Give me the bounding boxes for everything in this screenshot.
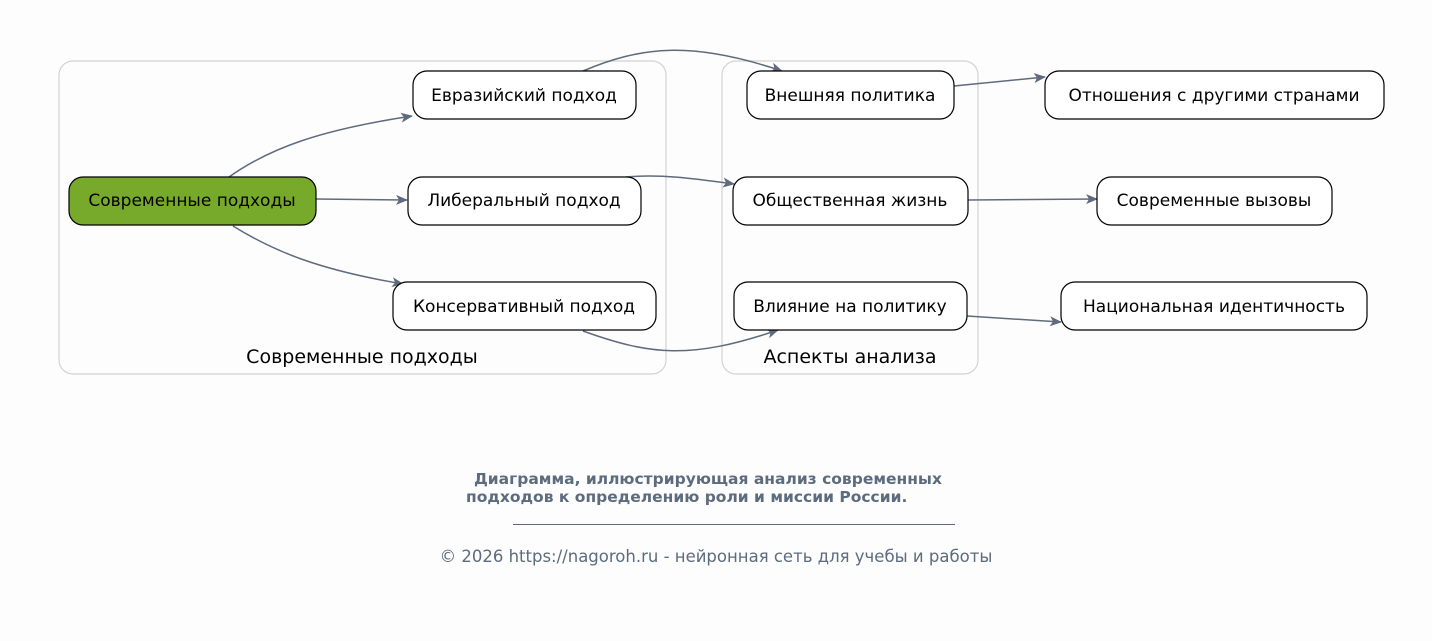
caption-line-1: Диаграмма, иллюстрирующая анализ современных bbox=[474, 470, 942, 488]
node-social-life-label: Общественная жизнь bbox=[752, 191, 948, 211]
cluster-label-modern: Современные подходы bbox=[246, 346, 478, 368]
edge-liberal-social bbox=[626, 176, 734, 184]
node-eurasian[interactable] bbox=[413, 71, 636, 119]
edge-social-challenges bbox=[968, 199, 1097, 200]
node-root[interactable] bbox=[69, 177, 316, 225]
node-eurasian-label: Евразийский подход bbox=[431, 86, 617, 106]
diagram-caption bbox=[466, 470, 1006, 506]
footer-copyright: © 2026 https://nagoroh.ru - нейронная сеть для учебы и работы bbox=[439, 547, 993, 566]
node-identity-label: Национальная идентичность bbox=[1083, 297, 1345, 317]
cluster-label-aspects: Аспекты анализа bbox=[763, 346, 937, 368]
node-root-label: Современные подходы bbox=[88, 191, 296, 211]
caption-line-2: подходов к определению роли и миссии России. bbox=[466, 488, 908, 506]
node-liberal[interactable] bbox=[408, 177, 641, 225]
node-relations-label: Отношения с другими странами bbox=[1068, 86, 1360, 106]
node-policy-influence-label: Влияние на политику bbox=[753, 297, 947, 317]
edge-foreign-relations bbox=[954, 77, 1045, 86]
node-foreign-policy-label: Внешняя политика bbox=[764, 86, 936, 106]
node-identity[interactable] bbox=[1061, 282, 1367, 330]
edge-conservative-influence bbox=[583, 330, 778, 351]
node-challenges[interactable] bbox=[1097, 177, 1332, 225]
node-social-life[interactable] bbox=[733, 177, 968, 225]
node-conservative[interactable] bbox=[393, 282, 656, 330]
node-policy-influence[interactable] bbox=[734, 282, 967, 330]
edge-influence-identity bbox=[967, 316, 1061, 322]
node-conservative-label: Консервативный подход bbox=[412, 297, 636, 317]
node-foreign-policy[interactable] bbox=[747, 71, 954, 119]
node-relations[interactable] bbox=[1045, 71, 1384, 119]
caption-divider bbox=[513, 524, 955, 525]
edge-root-liberal bbox=[316, 199, 407, 200]
node-challenges-label: Современные вызовы bbox=[1116, 191, 1312, 211]
edge-root-conservative bbox=[233, 226, 403, 284]
edge-root-eurasian bbox=[229, 116, 412, 177]
node-liberal-label: Либеральный подход bbox=[427, 191, 621, 211]
